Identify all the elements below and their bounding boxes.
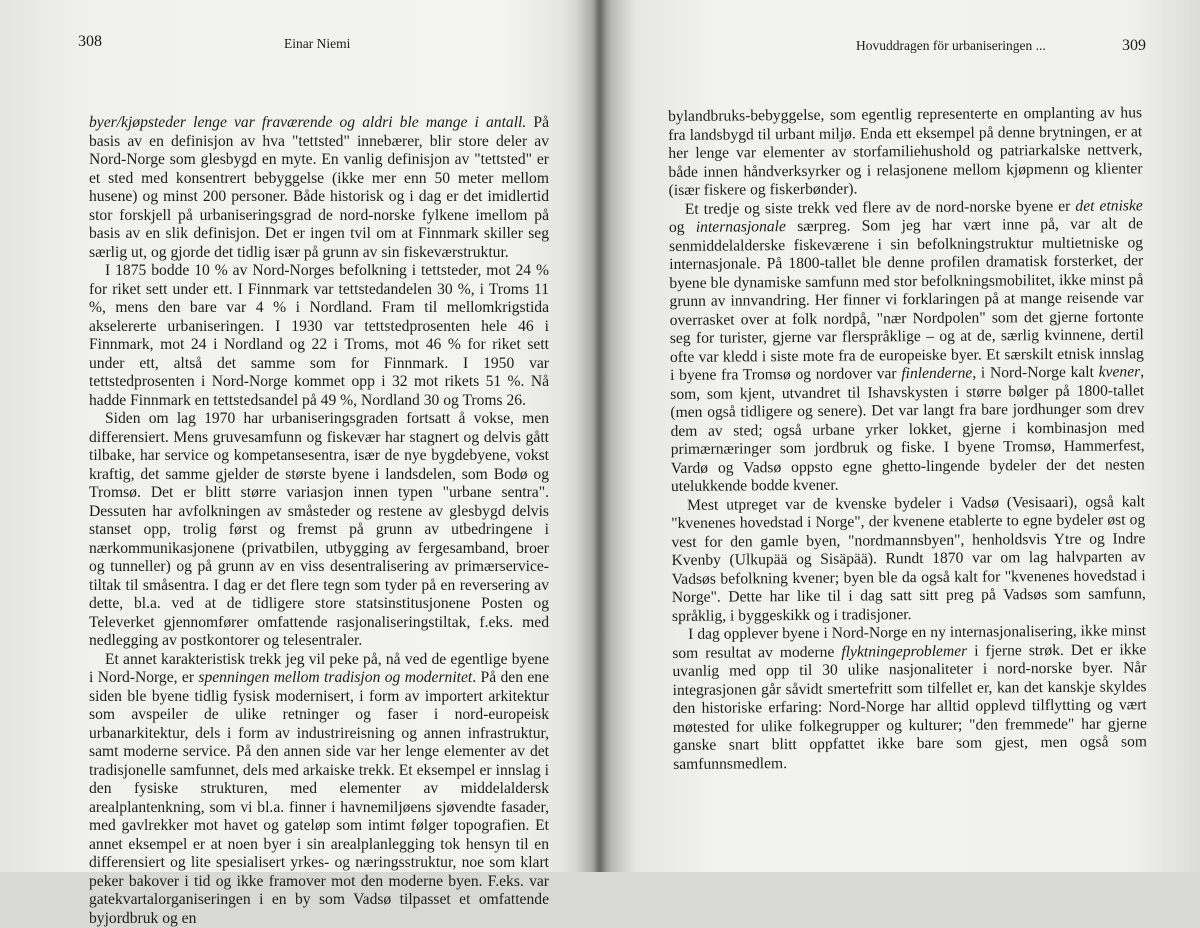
paragraph: [89, 262, 549, 410]
left-page-number: 308: [78, 33, 102, 51]
italic-text-run: internasjonale: [696, 218, 786, 236]
paragraph: [672, 622, 1147, 774]
italic-text-run: kvener: [1099, 363, 1141, 380]
text-run: og: [669, 219, 696, 236]
text-run: Mest utpreget var de kvenske bydeler i Vadsø (Vesisaari), også kalt "kvenenes hovedstad i Norge", der kvenene etablerte to egne bydeler øst og vest for den gamle byen, "nordmannsbyen", henholdsvis Ytre og Indre Kvenby (Ulkupää og Sisäpää). Rundt 1870 var om lag halvparten av Vadsøs befolkning kvener; byen ble da også kalt for "kvenenes hovedstad i Norge". Dette har like til i dag satt sitt preg på Vadsøs som samfunn, språklig, i byggeskikk og i tradisjoner.: [671, 493, 1146, 625]
left-page: [0, 0, 596, 872]
text-run: særpreg. Som jeg har vært inne på, var alt de senmiddelalderske fiskeværene i sin befolkningstruktur multietniske og internasjonale. På 1800-tallet ble denne profilen dramatisk forsterket, der byene ble dynamiske samfunn med stor befolkningsmobilitet, ikke minst på grunn av innvandring. Her finner vi forklaringen på at mange reisende var overrasket over at folk nordpå, "nær Nordpolen" som det gjerne fortonte seg for turister, gjerne var flerspråklige – og at de, særlig kvinnene, dertil ofte var kledd i siste mote fra de europeiske byer. Et særskilt etnisk innslag i byene fra Tromsø og nordover var: [669, 215, 1144, 384]
text-run: På basis av en definisjon av hva "tettsted" innebærer, blir store deler av Nord-Norge som glesbygd en myte. En vanlig definisjon av "tettsted" er et sted med konsentrert bebyggelse (ikke mer enn 50 meter mellom husene) og minst 200 personer. Både historisk og i dag er det imidlertid stor forskjell på urbaniseringsgrad de nord-norske fylkene imellom på basis av en slik definisjon. Det er ingen tvil om at Finnmark skiller seg særlig ut, og gjorde det tidlig især på grunn av sin fiskeværstruktur.: [89, 114, 549, 261]
paragraph: [89, 651, 549, 928]
text-run: I dag opplever byene i Nord-Norge en ny internasjonalisering, ikke minst som resultat av moderne: [672, 622, 1146, 661]
right-page: [604, 0, 1200, 872]
italic-text-run: spenningen mellom tradisjon og modernitet: [198, 669, 472, 686]
paragraph: [89, 410, 549, 651]
left-body-text: [89, 114, 549, 928]
paragraph: [669, 197, 1145, 497]
text-run: Et annet karakteristisk trekk jeg vil peke på, nå ved de egentlige byene i Nord-Norge, er: [89, 651, 549, 687]
italic-text-run: flyktningeproblemer: [841, 642, 967, 660]
italic-text-run: finlenderne: [901, 365, 972, 383]
text-run: , som, som kjent, utvandret til Ishavskysten i større bølger på 1800-tallet (men også tidligere og senere). Det var langt fra bare jordhunger som drev dem av sted; også urbane yrker lokket, gjerne i kombinasjon med primærnæringer som jordbruk og fiske. I byene Tromsø, Hammerfest, Vardø og Vadsø oppsto egne ghetto-lingende bydeler der det nesten utelukkende bodde kvener.: [670, 363, 1145, 495]
left-running-head: Einar Niemi: [284, 36, 350, 52]
text-run: Et tredje og siste trekk ved flere av de nord-norske byene er: [685, 197, 1076, 217]
right-running-head: Hovuddragen för urbaniseringen ...: [856, 38, 1046, 54]
italic-text-run: det etniske: [1075, 197, 1143, 215]
right-page-number: 309: [1122, 37, 1146, 55]
text-run: bylandbruks-bebyggelse, som egentlig representerte en omplanting av hus fra landsbygd til urbant miljø. Enda ett eksempel på denne brytningen, er at her lenge var elementer av storfamiliehushold og patriarkalske nettverk, både innen håndverksyrker og i relasjonene mellom kjøpmenn og klienter (især fiskere og fiskerbønder).: [668, 104, 1143, 199]
text-run: , i Nord-Norge kalt: [972, 364, 1098, 382]
text-run: Siden om lag 1970 har urbaniseringsgraden fortsatt å vokse, men differensiert. Mens gruvesamfunn og fiskevær har stagnert og delvis gått tilbake, har service og kompetansesentra, især de nye bygdebyene, vokst kraftig, det samme gjelder de største byene i landsdelen, som Bodø og Tromsø. Det er blitt større variasjon innen typen "urbane sentra". Dessuten har avfolkningen av småsteder og restene av glesbygd delvis stanset opp, trolig først og fremst på grunn av utbedringene i nærkommunikasjonene (privatbilen, utbygging av fergesamband, broer og tunneller) og på grunn av en viss desentralisering av primærservice-tiltak til småsentra. I dag er det flere tegn som tyder på en reversering av dette, bl.a. ved at de tidligere store statsinstitusjonene Posten og Televerket gjennomfører omfattende rasjonaliseringstiltak, f.eks. med nedlegging av postkontorer og telesentraler.: [89, 410, 549, 649]
text-run: i fjerne strøk. Det er ikke uvanlig med opp til 30 ulike nasjonaliteter i nord-norske byer. Når integrasjonen går såvidt smertefritt som tilfellet er, kan det kanskje skyldes den historiske erfaring: Nord-Norge har alltid opplevd tilflytting og vært møtested for ulike folkegrupper og kulturer; "den fremmede" har gjerne ganske snart blitt oppfattet ikke bare som gjest, men også som samfunnsmedlem.: [672, 641, 1147, 773]
right-body-text: [668, 104, 1147, 774]
paragraph: [668, 104, 1143, 200]
paragraph: [671, 493, 1146, 626]
text-run: I 1875 bodde 10 % av Nord-Norges befolkning i tettsteder, mot 24 % for riket sett under ett. I Finnmark var tettstedandelen 30 %, i Troms 11 %, mens den bare var 4 % i Nordland. Fram til mellomkrigstida akselererte urbaniseringen. I 1930 var tettstedprosenten hele 46 i Finnmark, mot 24 i Nordland og 22 i Troms, mot 46 % for riket sett under ett, altså det samme som for Finnmark. I 1950 var tettstedprosenten i Nord-Norge kommet opp i 32 mot rikets 51 %. Nå hadde Finnmark en tettstedsandel på 49 %, Nordland 30 og Troms 26.: [89, 262, 549, 409]
paragraph: [89, 114, 549, 262]
text-run: . På den ene siden ble byene tidlig fysisk modernisert, i form av importert arkitektur som avspeiler de ulike retninger og faser i nord-europeisk urbanarkitektur, dels i form av industrireisning og annen infrastruktur, samt moderne service. På den annen side var her lenge elementer av det tradisjonelle samfunnet, dels med arkaiske trekk. Et eksempel er innslag i den fysiske strukturen, med elementer av middelaldersk arealplantenkning, som vi bl.a. finner i havnemiljøens sjøvendte fasader, med gavlrekker mot havet og gateløp som intimt følger topografien. Et annet eksempel er at noen byer i sin arealplanlegging tok hensyn til en differensiert og lite spesialisert yrkes- og næringsstruktur, noe som klart peker bakover i tid og ikke framover mot den moderne byen. F.eks. var gatekvartalorganiseringen i en by som Vadsø tilpasset et omfattende byjordbruk og en: [89, 669, 549, 927]
italic-text-run: byer/kjøpsteder lenge var fraværende og aldri ble mange i antall.: [89, 114, 526, 131]
